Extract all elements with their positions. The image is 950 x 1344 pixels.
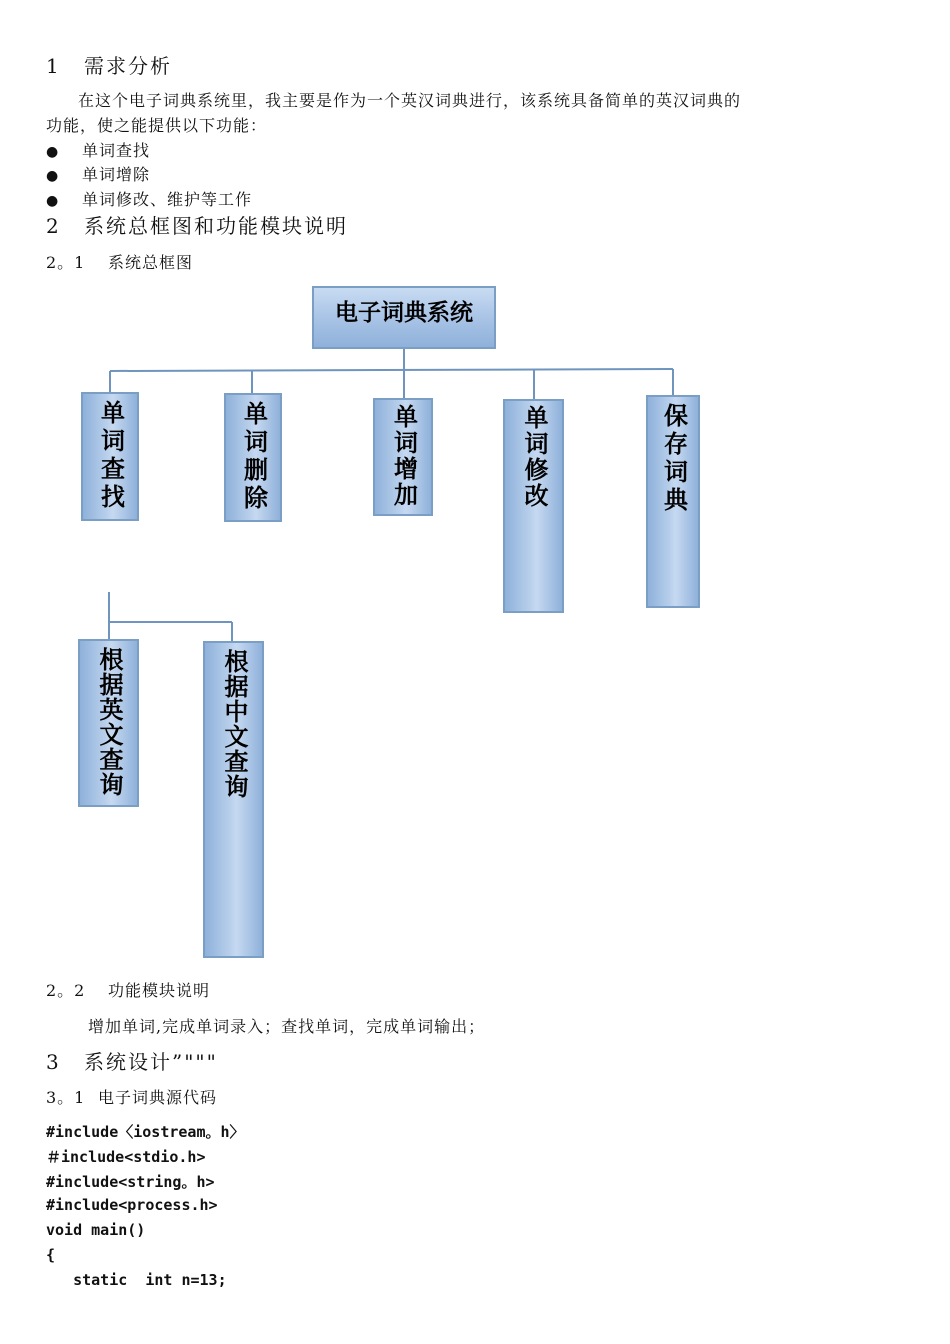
subsection-title: 电子词典源代码 [98, 1088, 218, 1107]
code-line: #include<string。h> [46, 1173, 215, 1191]
list-item-text: 单词修改、维护等工作 [82, 190, 253, 209]
diagram-node-search-by-chinese [203, 641, 264, 958]
list-item-text: 单词增除 [82, 165, 151, 184]
bullet-icon: ● [46, 144, 60, 160]
node-label: 单词查找 [96, 400, 125, 512]
subsection-number: 2。2 [46, 981, 86, 1000]
bullet-icon: ● [46, 193, 60, 209]
subsection-3-1-heading [46, 1085, 217, 1108]
code-line: static int n=13; [46, 1271, 227, 1289]
list-item-text: 单词查找 [82, 141, 151, 160]
bullet-icon: ● [46, 168, 60, 184]
diagram-node-save-dictionary [646, 395, 700, 608]
diagram-root-node: 电子词典系统 [312, 286, 496, 349]
section-title: 系统总框图和功能模块说明 [84, 214, 348, 238]
subsection-number: 3。1 [46, 1088, 86, 1107]
section-number: 2 [46, 214, 61, 238]
code-line: #include〈iostream。h〉 [46, 1123, 245, 1141]
section-3-heading [46, 1046, 218, 1075]
diagram-node-word-modify [503, 399, 564, 613]
code-line: #include<process.h> [46, 1196, 218, 1214]
section-title: 系统设计”""" [84, 1050, 218, 1074]
subsection-number: 2。1 [46, 253, 86, 272]
code-line: void main() [46, 1221, 146, 1239]
diagram-node-word-delete [224, 393, 282, 522]
subsection-title: 功能模块说明 [108, 981, 211, 1000]
section-number: 1 [46, 54, 61, 78]
node-label: 保存词典 [659, 403, 688, 515]
node-label: 单词增加 [389, 404, 418, 508]
node-label: 单词删除 [239, 401, 268, 513]
subsection-2-2-heading [46, 978, 210, 1001]
subsection-title: 系统总框图 [108, 253, 194, 272]
diagram-node-word-search [81, 392, 139, 521]
diagram-node-word-add [373, 398, 433, 516]
section-title: 需求分析 [84, 54, 172, 78]
module-description: 增加单词,完成单词录入；查找单词，完成单词输出； [88, 1017, 486, 1036]
node-label: 根据英文查询 [95, 647, 123, 797]
paragraph-line-1: 在这个电子词典系统里，我主要是作为一个英汉词典进行，该系统具备简单的英汉词典的 [78, 91, 742, 110]
node-label: 根据中文查询 [220, 649, 248, 799]
paragraph-line-2: 功能，使之能提供以下功能： [46, 116, 268, 135]
diagram-node-search-by-english [78, 639, 139, 807]
node-label: 单词修改 [520, 405, 548, 509]
code-line: ＃include<stdio.h> [46, 1148, 206, 1166]
section-number: 3 [46, 1050, 61, 1074]
code-line: { [46, 1246, 56, 1264]
